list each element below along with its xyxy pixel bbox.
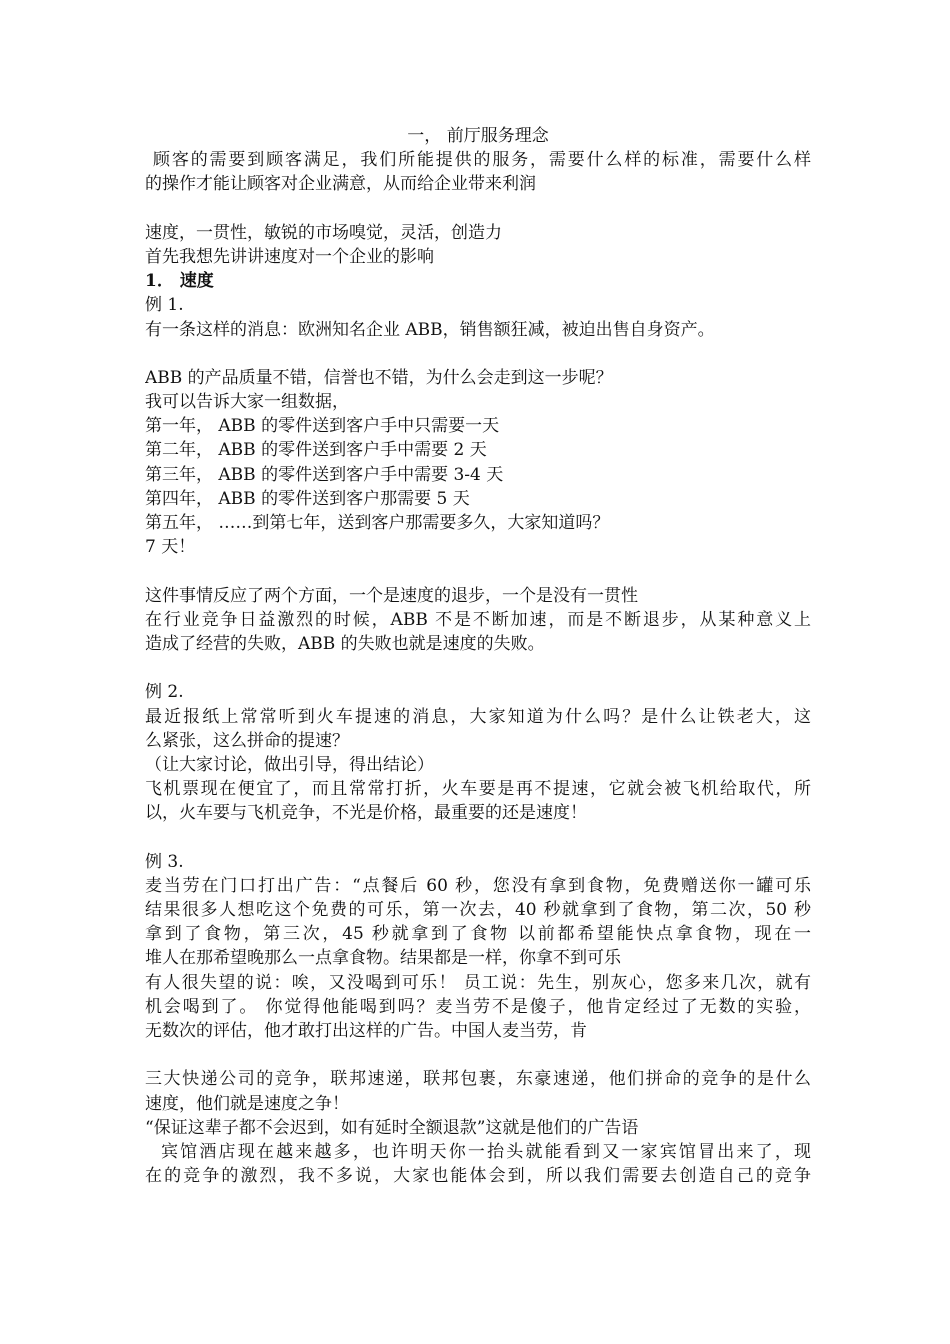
paragraph-line: 结果很多人想吃这个免费的可乐，第一次去，40 秒就拿到了食物，第二次，50 秒 <box>145 900 811 920</box>
example-label: 例 3. <box>145 851 184 872</box>
paragraph-line: 三大快递公司的竞争，联邦速递，联邦包裹，东豪速递，他们拼命的竞争的是什么 <box>145 1069 811 1090</box>
paragraph-line: 有人很失望的说：唉，又没喝到可乐！ 员工说：先生，别灰心，您多来几次，就有 <box>145 972 811 993</box>
paragraph-line: 速度，他们就是速度之争！ <box>145 1093 349 1114</box>
data-line: 第三年， ABB 的零件送到客户手中需要 3-4 天 <box>145 464 504 485</box>
example-label: 例 1. <box>145 295 184 316</box>
paragraph-line: 顾客的需要到顾客满足，我们所能提供的服务，需要什么样的标准，需要什么样 <box>153 150 811 171</box>
paragraph-line: “保证这辈子都不会迟到，如有延时全额退款”这就是他们的广告语 <box>145 1117 639 1138</box>
paragraph-line: 拿到了食物，第三次，45 秒就拿到了食物 以前都希望能快点拿食物，现在一 <box>145 924 811 945</box>
paragraph-line: 无数次的评估，他才敢打出这样的广告。中国人麦当劳，肯 <box>145 1020 587 1041</box>
paragraph-line: 速度，一贯性，敏锐的市场嗅觉，灵活，创造力 <box>145 222 502 243</box>
paragraph-line: （让大家讨论，做出引导，得出结论） <box>145 754 434 775</box>
paragraph-line: 在行业竞争日益激烈的时候，ABB 不是不断加速，而是不断退步，从某种意义上 <box>145 609 811 630</box>
page-title: 一， 前厅服务理念 <box>407 126 549 146</box>
blank-line <box>145 1043 811 1067</box>
paragraph-line: ABB 的产品质量不错，信誉也不错，为什么会走到这一步呢？ <box>145 367 613 388</box>
paragraph-line: 这件事情反应了两个方面，一个是速度的退步，一个是没有一贯性 <box>145 585 638 606</box>
blank-line <box>145 342 811 366</box>
data-line: 第四年， ABB 的零件送到客户那需要 5 天 <box>145 488 470 509</box>
blank-line <box>145 197 811 221</box>
paragraph-line: 有一条这样的消息：欧洲知名企业 ABB，销售额狂减，被迫出售自身资产。 <box>145 319 715 340</box>
paragraph-line: 宾馆酒店现在越来越多，也许明天你一抬头就能看到又一家宾馆冒出来了，现 <box>161 1141 811 1162</box>
paragraph-line: 最近报纸上常常听到火车提速的消息，大家知道为什么吗？是什么让铁老大，这 <box>145 706 811 727</box>
data-line: 第五年， ……到第七年，送到客户那需要多久，大家知道吗？ <box>145 513 610 533</box>
blank-line <box>145 656 811 680</box>
example-label: 例 2. <box>145 682 184 703</box>
paragraph-line: 的操作才能让顾客对企业满意，从而给企业带来利润 <box>145 174 536 195</box>
paragraph-line: 7 天！ <box>145 537 196 558</box>
paragraph-line: 飞机票现在便宜了，而且常常打折，火车要是再不提速，它就会被飞机给取代，所 <box>145 779 811 800</box>
blank-line <box>145 559 811 583</box>
document-body <box>145 124 811 1188</box>
paragraph-line: 造成了经营的失败，ABB 的失败也就是速度的失败。 <box>145 633 545 654</box>
data-line: 第一年， ABB 的零件送到客户手中只需要一天 <box>145 416 500 437</box>
paragraph-line: 机会喝到了。 你觉得他能喝到吗？麦当劳不是傻子，他肯定经过了无数的实验， <box>145 996 811 1017</box>
blank-line <box>145 825 811 849</box>
paragraph-line: 以，火车要与飞机竞争，不光是价格，最重要的还是速度！ <box>145 803 587 824</box>
paragraph-line: 麦当劳在门口打出广告：“点餐后 60 秒，您没有拿到食物，免费赠送你一罐可乐 <box>145 875 811 896</box>
paragraph-line: 堆人在那希望晚那么一点拿食物。结果都是一样，你拿不到可乐 <box>145 948 621 969</box>
paragraph-line: 我可以告诉大家一组数据， <box>145 392 349 413</box>
data-line: 第二年， ABB 的零件送到客户手中需要 2 天 <box>145 440 487 461</box>
section-heading: 1． 速度 <box>145 271 214 292</box>
paragraph-line: 首先我想先讲讲速度对一个企业的影响 <box>145 246 434 267</box>
paragraph-line: 在的竞争的激烈，我不多说，大家也能体会到，所以我们需要去创造自己的竞争 <box>145 1166 811 1187</box>
paragraph-line: 么紧张，这么拼命的提速？ <box>145 730 349 751</box>
